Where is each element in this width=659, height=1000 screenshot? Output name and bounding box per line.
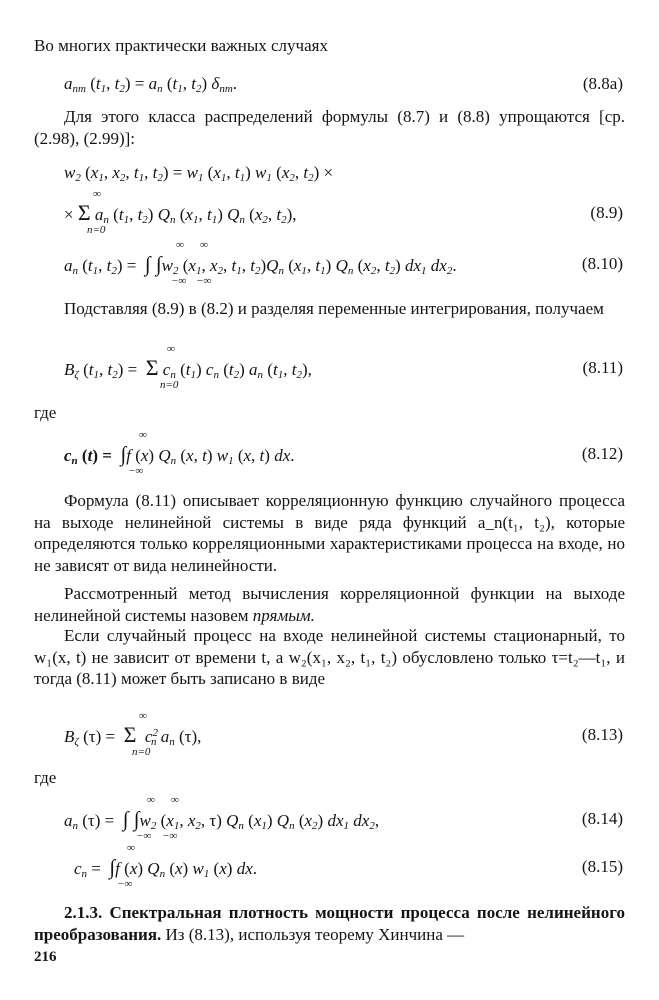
page-number: 216 <box>34 949 57 965</box>
sum-upper-limit: ∞ <box>139 710 147 722</box>
sum-lower-limit: n=0 <box>87 224 106 236</box>
where-label: где <box>34 768 57 787</box>
integral-upper-limit: ∞ <box>139 429 147 441</box>
integral-lower-limit: −∞ <box>162 830 178 842</box>
equation-8-15: $c_n = \int f$ (x) $Q_n$ (x) $w_1$ (x) dx. <box>74 855 257 880</box>
equation-number: (8.13) <box>581 725 623 744</box>
where-label: где <box>34 403 57 422</box>
integral-upper-limit: ∞ <box>127 842 135 854</box>
equation-number: (8.12) <box>581 444 623 463</box>
equation-8-14: $a_n$ (τ) = ∫ $\int w_2$ ($x_1$, $x_2$, τ) $Q_n$ $(x_1)$ $Q_n$ $(x_2)$ $dx_1$ $dx_2$, <box>64 807 380 832</box>
equation-8-9-line2: × Σ $a_n$ ($t_1$, $t_2$) $Q_n$ ($x_1$, $t_1$) $Q_n$ ($x_2$, $t_2$), <box>64 200 297 226</box>
sum-upper-limit: ∞ <box>93 188 101 200</box>
integral-lower-limit: −∞ <box>136 830 152 842</box>
paragraph-direct-method <box>34 583 625 626</box>
equation-number: (8.15) <box>581 857 623 876</box>
equation-number: (8.8а) <box>582 74 623 93</box>
integral-upper-limit: ∞ <box>171 794 179 806</box>
integral-upper-limit: ∞ <box>200 239 208 251</box>
paragraph-text: Формула (8.11) описывает корреляционную функцию случайного процесса на выходе нелинейной системы в виде ряда функций a_n(t₁, t₂), которые определяются только корреляционными характеристиками процесса на входе, но не зависят от вида нелинейности. <box>34 491 625 575</box>
paragraph-text: Если случайный процесс на входе нелинейной системы стационарный, то w₁(x, t) не зависит от времени t, а w₂(x₁, x₂, t₁, t₂) обусловлено только τ=t₂—t₁, и тогда (8.11) может быть записано в виде <box>34 626 625 688</box>
equation-8-13: $B_\zeta$ (τ) = Σ $c^2_n$ $a_n$ (τ), <box>64 722 202 748</box>
paragraph-text: Подставляя (8.9) в (8.2) и разделяя переменные интегрирования, получаем <box>64 299 604 318</box>
paragraph-class-distributions <box>34 106 625 149</box>
equation-number: (8.14) <box>581 809 623 828</box>
paragraph-substituting <box>34 298 625 320</box>
paragraph-text: Рассмотренный метод вычисления корреляционной функции на выходе нелинейной системы назовем <box>34 584 625 625</box>
equation-8-12: $c_n$ (t) = ∫f (x) $Q_n$ (x, t) $w_1$ (x, t) dx. <box>64 442 295 467</box>
sum-lower-limit: n=0 <box>160 379 179 391</box>
integral-lower-limit: −∞ <box>117 878 133 890</box>
integral-lower-limit: −∞ <box>171 275 187 287</box>
equation-8-10: $a_n$ ($t_1$, $t_2$) = ∫ $\int w_2$ ($x_1$, $x_2$, $t_1$, $t_2)Q_n$ ($x_1$, $t_1$) $Q_n$ ($x_2$, $t_2$) $dx_1$ $dx_2$. <box>64 252 457 277</box>
section-heading: 2.1.3. Спектральная плотность мощности процесса после нелинейного преобразования. <box>34 903 625 944</box>
equation-8-9-line1: $w_2$ ($x_1$, $x_2$, $t_1$, $t_2) = w_1$ ($x_1$, $t_1$) $w_1$ ($x_2$, $t_2$) × <box>64 163 334 184</box>
equation-number: (8.9) <box>590 203 623 222</box>
equation-8-8a: $a_{nm}$ ($t_1$, $t_2) = a_n$ ($t_1$, $t_2$) $\delta_{nm}$. <box>64 74 238 95</box>
section-text: Из (8.13), используя теорему Хинчина — <box>161 924 465 944</box>
paragraph-formula-description <box>34 490 625 576</box>
integral-upper-limit: ∞ <box>176 239 184 251</box>
integral-lower-limit: −∞ <box>196 275 212 287</box>
paragraph-stationary-process <box>34 625 625 690</box>
intro-text: Во многих практически важных случаях <box>34 36 328 55</box>
paragraph-text: Для этого класса распределений формулы (8.7) и (8.8) упрощаются [ср. (2.98), (2.99)]: <box>34 107 625 148</box>
equation-number: (8.10) <box>581 254 623 273</box>
emphasis-text: прямым. <box>252 605 315 625</box>
equation-number: (8.11) <box>582 358 623 377</box>
equation-8-11: $B_\zeta$ ($t_1$, $t_2) = \Sigma$ $c_n$ $(t_1)$ $c_n$ $(t_2)$ $a_n$ ($t_1$, $t_2$), <box>64 355 312 381</box>
sum-upper-limit: ∞ <box>167 343 175 355</box>
integral-upper-limit: ∞ <box>147 794 155 806</box>
section-2-1-3 <box>34 902 625 945</box>
integral-lower-limit: −∞ <box>128 465 144 477</box>
sum-lower-limit: n=0 <box>132 746 151 758</box>
